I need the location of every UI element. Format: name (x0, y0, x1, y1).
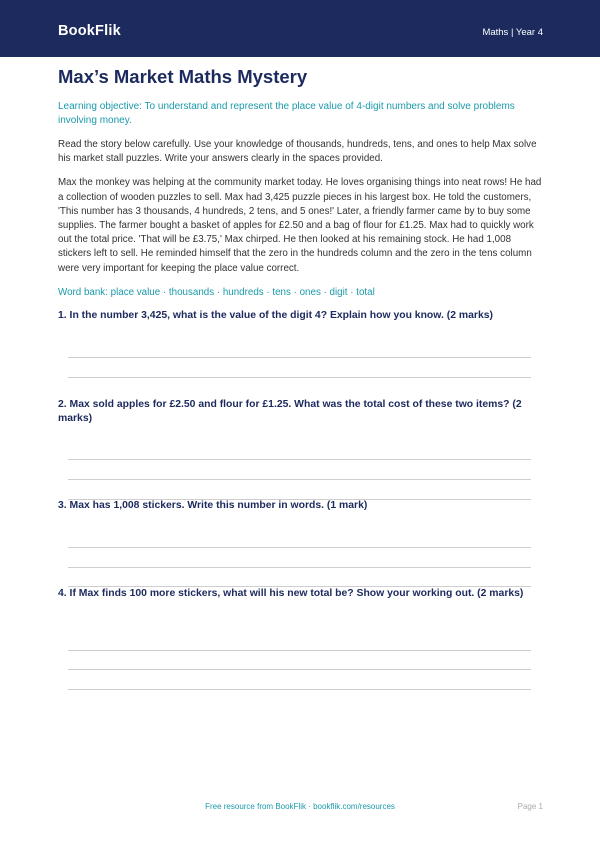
answer-line[interactable] (68, 479, 531, 480)
header-bar (0, 0, 600, 57)
question-2: 2. Max sold apples for £2.50 and flour for £1.25. What was the total cost of these two items? (2 marks) (58, 399, 522, 424)
answer-line[interactable] (68, 669, 531, 670)
instructions-text: Read the story below carefully. Use your knowledge of thousands, hundreds, tens, and ones to help Max solve his market stall puzzles. Write your answers clearly in the spaces provided. (58, 139, 537, 165)
answer-line[interactable] (68, 650, 531, 651)
story-text: Max the monkey was helping at the community market today. He loves organising things into neat rows! He had a collection of wooden puzzles to sell. Max had 3,425 puzzle pieces in his largest box. He told the customers, 'This number has 3 thousands, 4 hundreds, 2 tens, and 5 ones!' Later, a friendly farmer came by to buy some supplies. The farmer bought a basket of apples for £2.50 and a bag of flour for £1.25. Max had to quickly work out the total price. 'That will be £3.75,' Max chirped. He then looked at his remaining stock. He had 1,008 stickers left to sell. He reminded himself that the zero in the hundreds column and the zero in the tens column were very important for keeping the place value correct. (58, 177, 542, 274)
page-number: Page 1 (517, 802, 543, 811)
question-1: 1. In the number 3,425, what is the value of the digit 4? Explain how you know. (2 marks) (58, 310, 493, 321)
answer-line[interactable] (68, 459, 531, 460)
page-title: Max’s Market Maths Mystery (58, 66, 308, 87)
word-bank: Word bank: place value · thousands · hundreds · tens · ones · digit · total (58, 286, 375, 298)
answer-line[interactable] (68, 567, 531, 568)
answer-line[interactable] (68, 689, 531, 690)
brand-logo: BookFlik (58, 23, 121, 39)
answer-line[interactable] (68, 377, 531, 378)
answer-line[interactable] (68, 547, 531, 548)
question-4: 4. If Max finds 100 more stickers, what will his new total be? Show your working out. (2 marks) (58, 588, 524, 599)
footer-link[interactable]: Free resource from BookFlik · bookflik.com/resources (205, 802, 395, 811)
worksheet-body (58, 64, 542, 300)
answer-line[interactable] (68, 357, 531, 358)
subject-label: Maths | Year 4 (482, 27, 543, 38)
learning-objective: Learning objective: To understand and represent the place value of 4-digit numbers and solve problems involving money. (58, 101, 515, 126)
question-3: 3. Max has 1,008 stickers. Write this number in words. (1 mark) (58, 500, 368, 511)
